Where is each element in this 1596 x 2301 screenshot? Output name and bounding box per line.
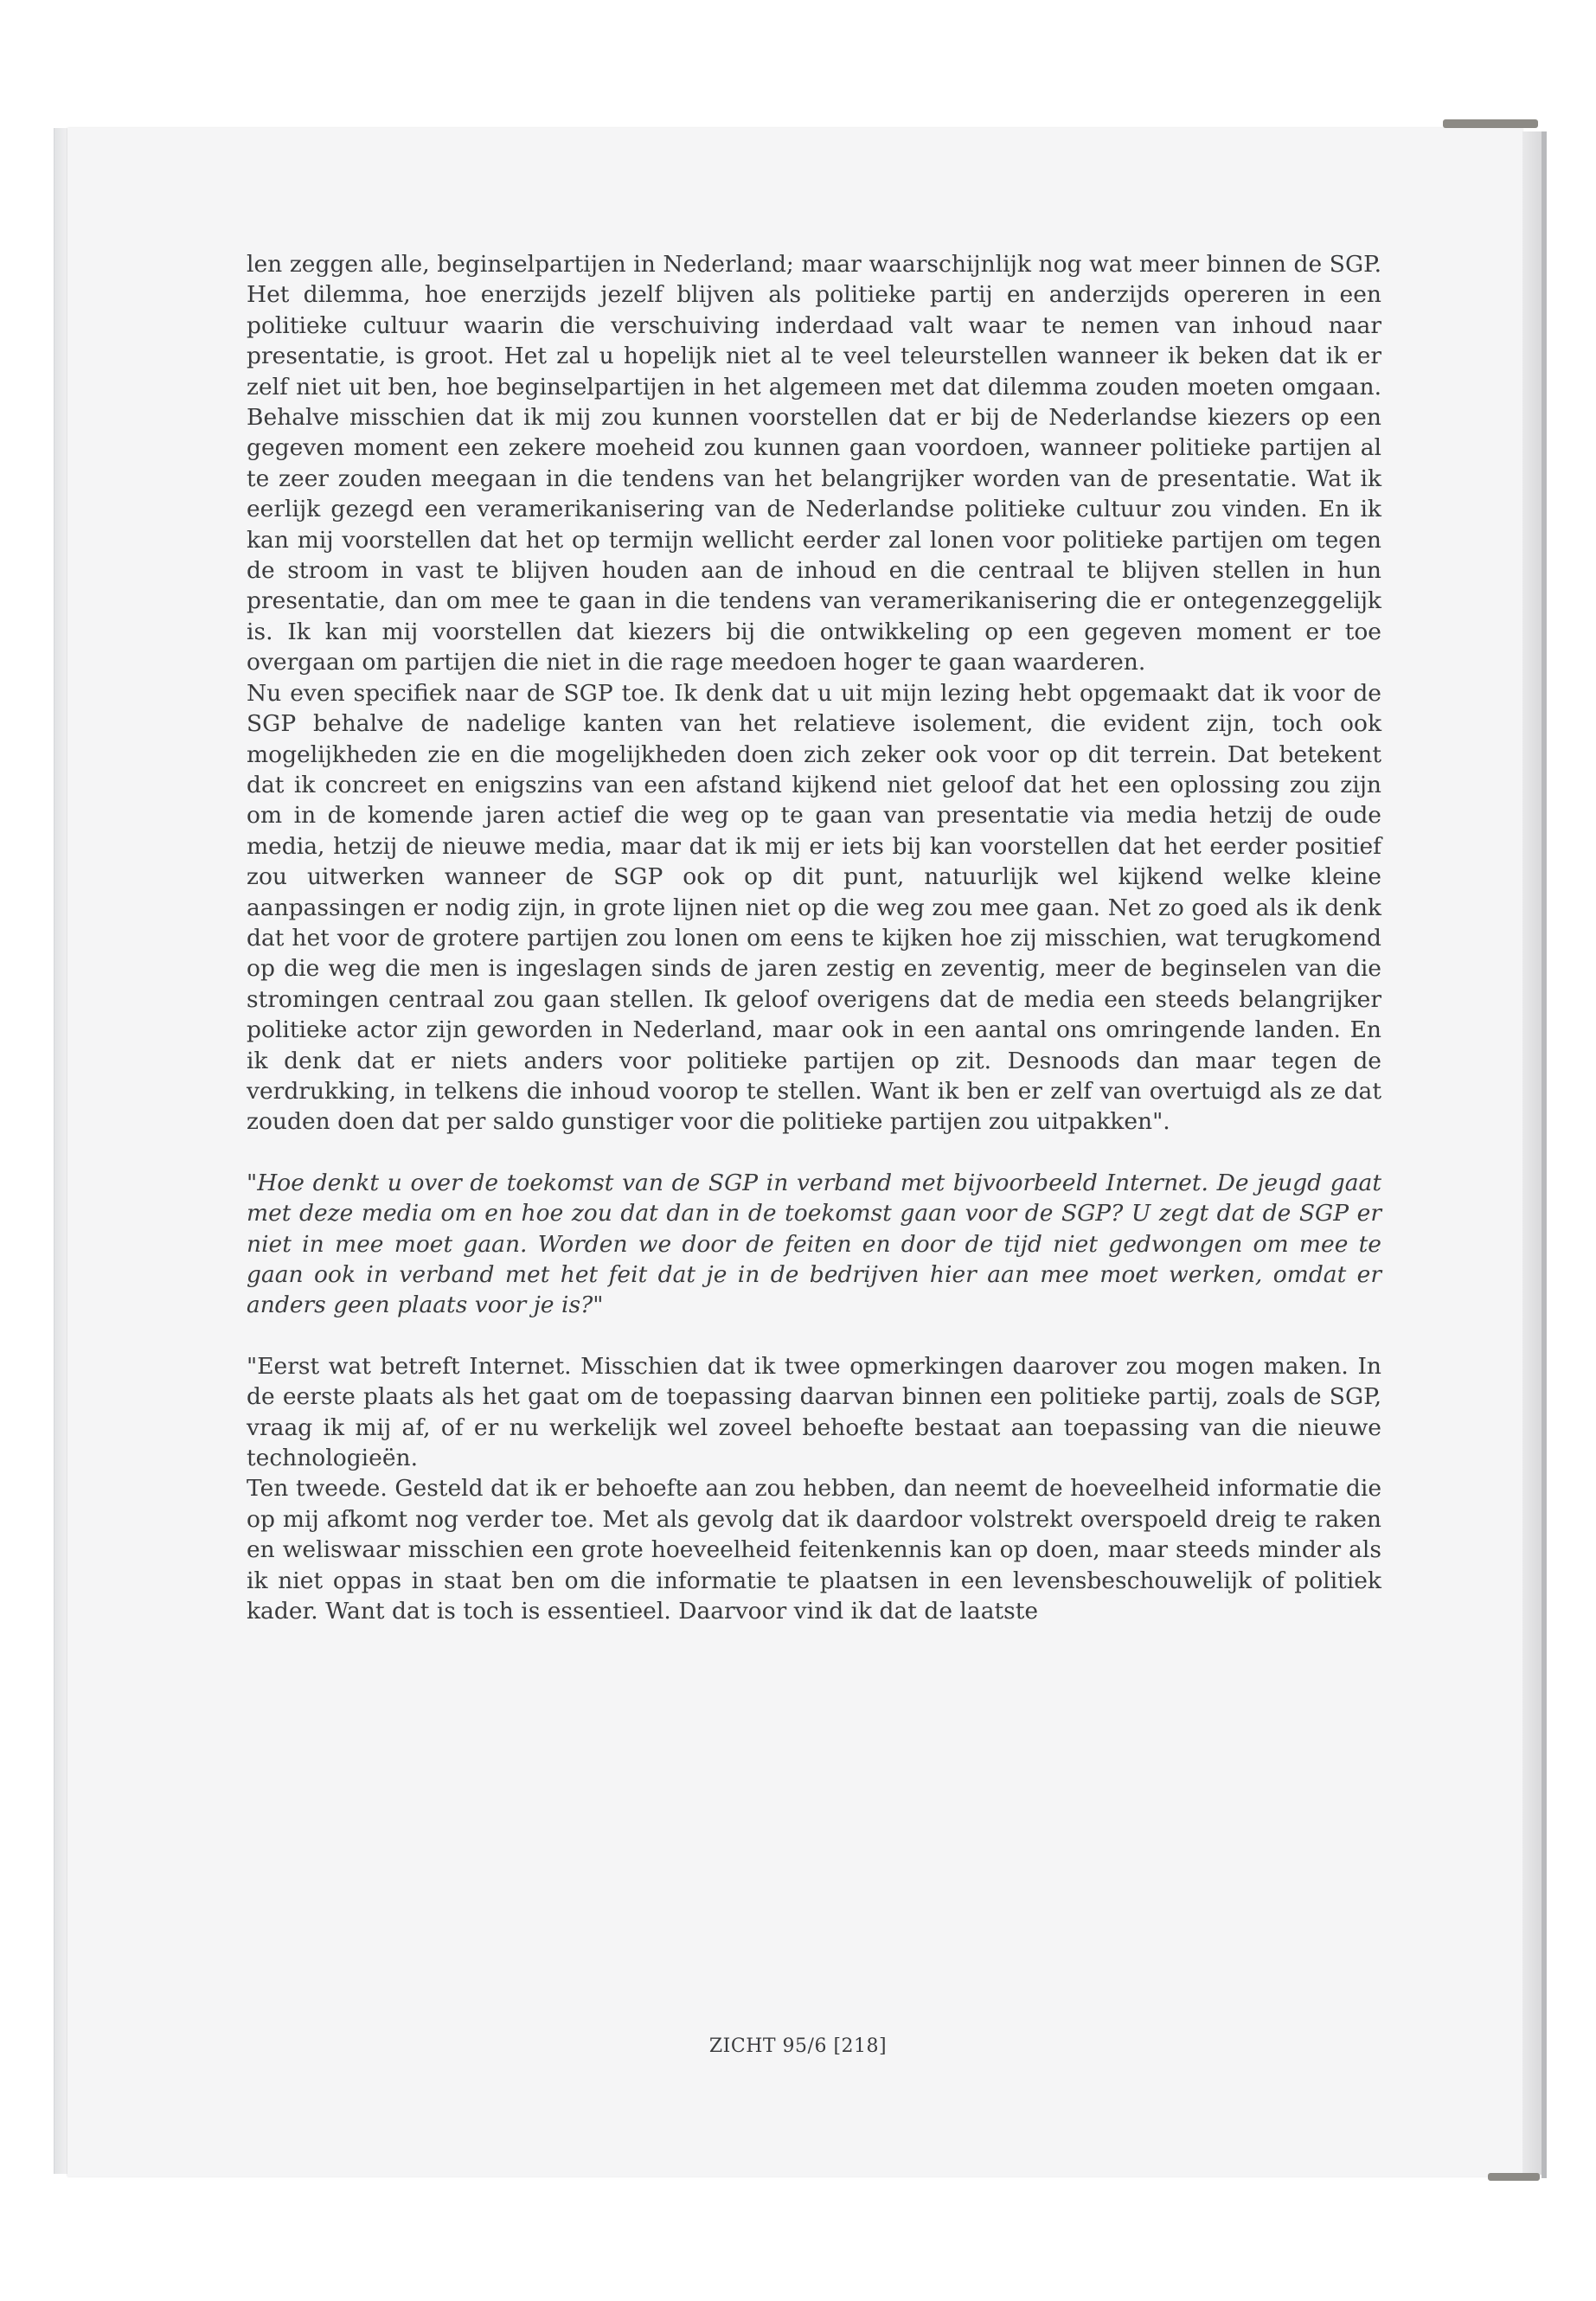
binder-clip-top: [1443, 119, 1538, 128]
binder-clip-bottom: [1488, 2173, 1540, 2181]
article-body: [247, 249, 1381, 1626]
paragraph-2: Nu even specifiek naar de SGP toe. Ik denk dat u uit mijn lezing hebt opgemaakt dat ik voor de SGP behalve de nadelige kanten van het relatieve isolement, die evident zijn, toch ook mogelijkheden zie en die mogelijkheden doen zich zeker ook voor op dit terrein. Dat betekent dat ik concreet en enigszins van een afstand kijkend niet geloof dat het een oplossing zou zijn om in de komende jaren actief die weg op te gaan van presentatie via media hetzij de oude media, hetzij de nieuwe media, maar dat ik mij er iets bij kan voorstellen dat het eerder positief zou uitwerken wanneer de SGP ook op dit punt, natuurlijk wel kijkend welke kleine aanpassingen er nodig zijn, in grote lijnen niet op die weg zou mee gaan. Net zo goed als ik denk dat het voor de grotere partijen zou lonen om eens te kijken hoe zij misschien, wat terugkomend op die weg die men is ingeslagen sinds de jaren zestig en zeventig, meer de beginselen van die stromingen centraal zou gaan stellen. Ik geloof overigens dat de media een steeds belangrijker politieke actor zijn geworden in Nederland, maar ook in een aantal ons omringende landen. En ik denk dat er niets anders voor politieke partijen op zit. Desnoods dan maar tegen de verdrukking, in telkens die inhoud voorop te stellen. Want ik ben er zelf van overtuigd als ze dat zouden doen dat per saldo gunstiger voor die politieke partijen zou uitpakken".: [247, 679, 1381, 1136]
audience-question: "Hoe denkt u over de toekomst van de SGP in verband met bijvoorbeeld Internet. De jeugd gaat met deze media om en hoe zou dat dan in de toekomst gaan voor de SGP? U zegt dat de SGP er niet in mee moet gaan. Worden we door de feiten en door de tijd niet gedwongen om mee te gaan ook in verband met het feit dat je in de bedrijven hier aan mee moet werken, omdat er anders geen plaats voor je is?": [247, 1169, 1381, 1319]
paragraph-answer-continued: Ten tweede. Gesteld dat ik er behoefte aan zou hebben, dan neemt de hoeveelheid informatie die op mij afkomt nog verder toe. Met als gevolg dat ik daardoor volstrekt overspoeld dreig te raken en weliswaar misschien een grote hoeveelheid feitenkennis kan op doen, maar steeds minder als ik niet oppas in staat ben om die informatie te plaatsen in een levensbeschouwelijk of politiek kader. Want dat is toch is essentieel. Daarvoor vind ik dat de laatste: [247, 1475, 1381, 1625]
page-stack-edge: [54, 128, 68, 2174]
page-spine: [1522, 131, 1542, 2175]
paragraph-answer: "Eerst wat betreft Internet. Misschien dat ik twee opmerkingen daarover zou mogen maken. In de eerste plaats als het gaat om de toepassing daarvan binnen een politieke partij, zoals de SGP, vraag ik mij af, of er nu werkelijk wel zoveel behoefte bestaat aan toepassing van die nieuwe technologieën.: [247, 1352, 1381, 1472]
paragraph-1: len zeggen alle, beginselpartijen in Nederland; maar waarschijnlijk nog wat meer binnen de SGP. Het dilemma, hoe enerzijds jezelf blijven als politieke partij en anderzijds opereren in een politieke cultuur waarin die verschuiving inderdaad valt waar te nemen van inhoud naar presentatie, is groot. Het zal u hopelijk niet al te veel teleurstellen wanneer ik beken dat ik er zelf niet uit ben, hoe beginselpartijen in het algemeen met dat dilemma zouden moeten omgaan. Behalve misschien dat ik mij zou kunnen voorstellen dat er bij de Nederlandse kiezers op een gegeven moment een zekere moeheid zou kunnen gaan voordoen, wanneer politieke partijen al te zeer zouden meegaan in die tendens van het belangrijker worden van de presentatie. Wat ik eerlijk gezegd een veramerikanisering van de Nederlandse politieke cultuur zou vinden. En ik kan mij voorstellen dat het op termijn wellicht eerder zal lonen voor politieke partijen om tegen de stroom in vast te blijven houden aan de inhoud en die centraal te blijven stellen in hun presentatie, dan om mee te gaan in die tendens van veramerikanisering die er ontegenzeggelijk is. Ik kan mij voorstellen dat kiezers bij die ontwikkeling op een gegeven moment er toe overgaan om partijen die niet in die rage meedoen hoger te gaan waarderen.: [247, 251, 1381, 676]
page-spine-shadow: [1542, 131, 1547, 2178]
page-footer: ZICHT 95/6 [218]: [708, 2035, 888, 2057]
